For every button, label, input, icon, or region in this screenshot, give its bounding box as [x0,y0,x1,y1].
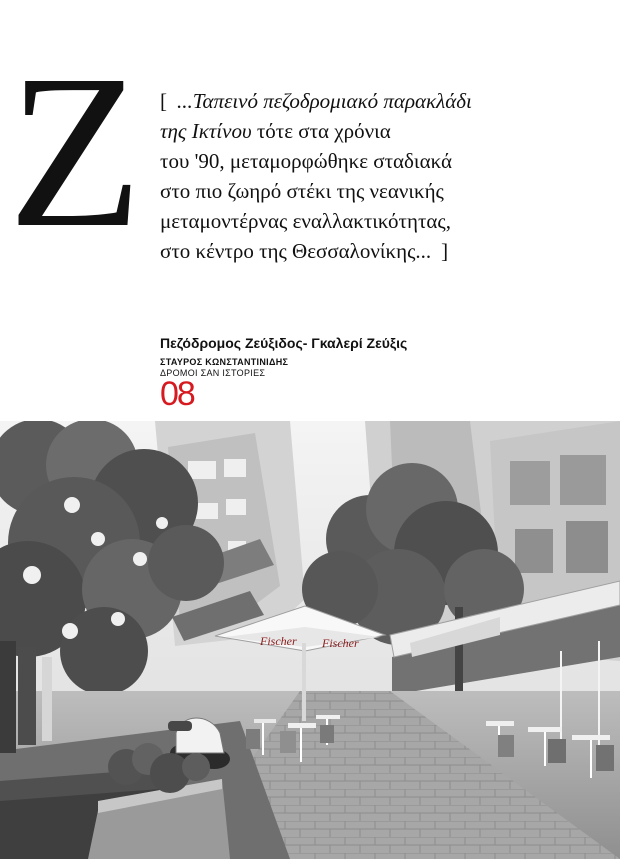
photo-caption [160,334,580,413]
opening-bracket: [ [160,89,167,113]
caption-author: ΣΤΑΥΡΟΣ ΚΩΝΣΤΑΝΤΙΝΙΔΗΣ [160,357,289,367]
quote-line-2-text: τότε στα χρόνια [251,119,391,143]
street-photo-illustration [0,421,620,859]
street-photo [0,421,620,859]
quote-line-6 [160,236,590,266]
pull-quote [160,86,590,266]
street-ground [0,691,620,859]
quote-line-2-italic: της Ικτίνου [160,119,252,143]
umbrella-brand-right: Fischer [322,636,359,650]
quote-line-4: στο πιο ζωηρό στέκι της νεανικής [160,179,444,203]
umbrella-brand-left: Fischer [260,634,297,648]
closing-bracket: ] [441,239,449,263]
chapter-number: 08 [160,375,194,413]
doorways-left [0,641,52,753]
quote-line-1 [160,86,590,116]
quote-line-1-italic: ...Ταπεινό πεζοδρομιακό παρακλάδι [177,89,472,113]
quote-line-2 [160,116,590,146]
quote-line-6-text: στο κέντρο της Θεσσαλονίκης... [160,239,432,263]
quote-line-5: μεταμοντέρνας εναλλακτικότητας, [160,209,451,233]
quote-line-3: του '90, μεταμορφώθηκε σταδιακά [160,149,452,173]
drop-cap-letter: Z [8,29,139,273]
caption-series: ΔΡΟΜΟΙ ΣΑΝ ΙΣΤΟΡΙΕΣ [160,368,266,378]
caption-title: Πεζόδρομος Ζεύξιδος- Γκαλερί Ζεύξις [160,335,408,351]
